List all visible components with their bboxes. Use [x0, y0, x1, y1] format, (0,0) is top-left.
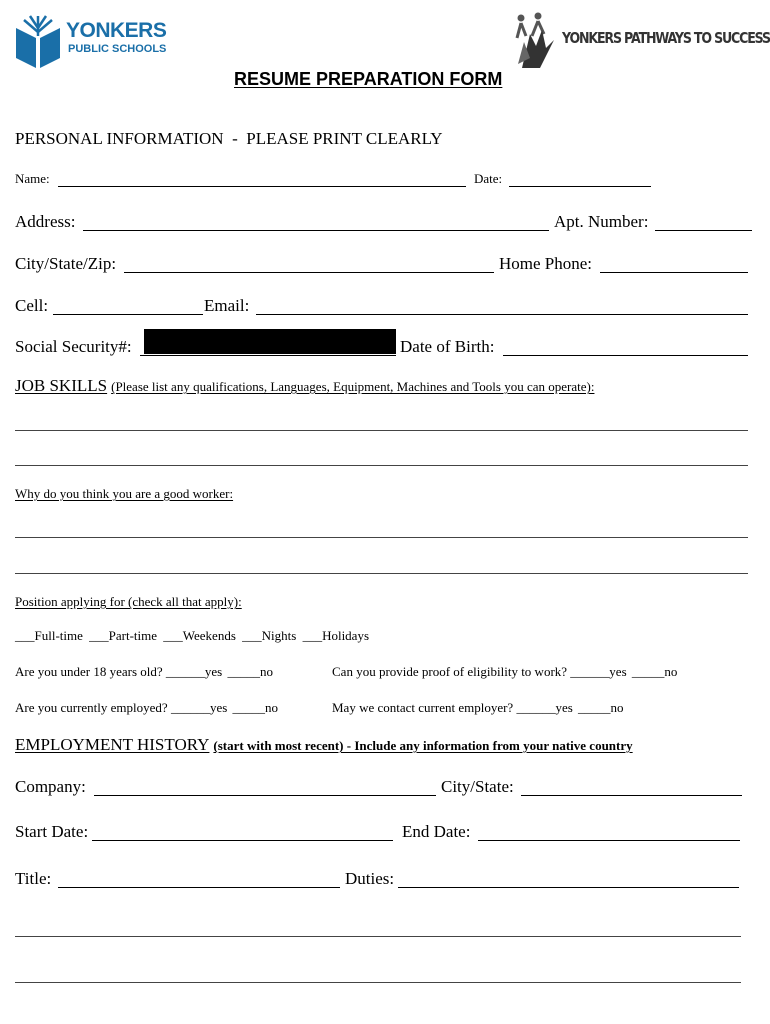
duties-label: Duties: [345, 869, 395, 888]
company-label: Company: [15, 777, 86, 796]
holidays-checkbox[interactable]: ___ [302, 628, 323, 643]
title-label: Title: [15, 869, 52, 888]
apt-label: Apt. Number: [554, 212, 649, 231]
ssn-field[interactable] [140, 355, 396, 356]
under-18-yes-field[interactable]: ______ [165, 664, 205, 679]
pathways-to-success-logo [512, 12, 770, 70]
good-worker-line-2[interactable] [15, 573, 748, 574]
under-18-label: Are you under 18 years old? [15, 664, 163, 679]
good-worker-label: Why do you think you are a good worker: [15, 486, 234, 501]
form-title: RESUME PREPARATION FORM [234, 69, 503, 89]
no-label: no [610, 700, 624, 715]
dob-label: Date of Birth: [400, 337, 495, 356]
start-date-field[interactable] [92, 840, 393, 841]
position-label: Position applying for (check all that apply): [15, 594, 242, 609]
duties-line-1[interactable] [15, 936, 741, 937]
city-state-label: City/State: [441, 777, 514, 796]
address-field[interactable] [83, 230, 549, 231]
title-field[interactable] [58, 887, 340, 888]
ssn-redaction [144, 329, 396, 354]
holidays-label: Holidays [322, 628, 370, 643]
part-time-label: Part-time [108, 628, 158, 643]
logo-subtitle: PUBLIC SCHOOLS [68, 43, 167, 55]
full-time-label: Full-time [34, 628, 83, 643]
under-18-no-field[interactable]: _____ [227, 664, 260, 679]
full-time-checkbox[interactable]: ___ [15, 628, 35, 643]
employed-yes-field[interactable]: ______ [170, 700, 210, 715]
home-phone-label: Home Phone: [499, 254, 593, 273]
contact-yes-field[interactable]: ______ [516, 700, 556, 715]
eligibility-label: Can you provide proof of eligibility to work? [332, 664, 568, 679]
email-label: Email: [204, 296, 250, 315]
no-label: no [265, 700, 279, 715]
dob-field[interactable] [503, 355, 748, 356]
personal-info-heading: PERSONAL INFORMATION - PLEASE PRINT CLEARLY [15, 129, 443, 148]
job-skills-heading: JOB SKILLS [15, 376, 108, 395]
employment-note: (start with most recent) - Include any information from your native country [213, 738, 633, 753]
company-field[interactable] [94, 795, 436, 796]
good-worker-line-1[interactable] [15, 537, 748, 538]
end-date-field[interactable] [478, 840, 740, 841]
contact-no-field[interactable]: _____ [578, 700, 611, 715]
duties-field[interactable] [398, 887, 739, 888]
job-skills-line-2[interactable] [15, 465, 748, 466]
weekends-checkbox[interactable]: ___ [163, 628, 183, 643]
logo-title: YONKERS [66, 19, 167, 42]
city-state-field[interactable] [521, 795, 742, 796]
date-label: Date: [474, 171, 503, 186]
eligibility-question [332, 664, 677, 680]
position-options [15, 628, 369, 644]
nights-checkbox[interactable]: ___ [242, 628, 262, 643]
book-tree-icon [14, 14, 62, 70]
yes-label: yes [204, 664, 223, 679]
weekends-label: Weekends [182, 628, 236, 643]
name-label: Name: [15, 171, 50, 186]
nights-label: Nights [261, 628, 297, 643]
contact-employer-question [332, 700, 624, 716]
date-field[interactable] [509, 186, 651, 187]
contact-label: May we contact current employer? [332, 700, 514, 715]
eligibility-yes-field[interactable]: ______ [570, 664, 610, 679]
job-skills-note: (Please list any qualifications, Languages, Equipment, Machines and Tools you can operate): [111, 379, 595, 394]
email-field[interactable] [256, 314, 748, 315]
yes-label: yes [209, 700, 228, 715]
cell-label: Cell: [15, 296, 49, 315]
cell-field[interactable] [53, 314, 203, 315]
apt-field[interactable] [655, 230, 752, 231]
job-skills-heading-row [15, 376, 594, 396]
no-label: no [664, 664, 678, 679]
home-phone-field[interactable] [600, 272, 748, 273]
yes-label: yes [609, 664, 627, 679]
city-state-zip-field[interactable] [124, 272, 494, 273]
end-date-label: End Date: [402, 822, 471, 841]
city-state-zip-label: City/State/Zip: [15, 254, 117, 273]
address-label: Address: [15, 212, 76, 231]
start-date-label: Start Date: [15, 822, 89, 841]
pathways-logo-text: YONKERS PATHWAYS TO SUCCESS [562, 29, 770, 47]
yes-label: yes [555, 700, 573, 715]
job-skills-line-1[interactable] [15, 430, 748, 431]
under-18-question [15, 664, 273, 680]
part-time-checkbox[interactable]: ___ [89, 628, 109, 643]
duties-line-2[interactable] [15, 982, 741, 983]
employed-label: Are you currently employed? [15, 700, 168, 715]
eligibility-no-field[interactable]: _____ [631, 664, 665, 679]
no-label: no [260, 664, 273, 679]
yonkers-public-schools-logo [14, 14, 167, 70]
employed-no-field[interactable]: _____ [232, 700, 266, 715]
employment-heading: EMPLOYMENT HISTORY [15, 735, 210, 754]
employment-heading-row [15, 735, 633, 755]
ssn-label: Social Security#: [15, 337, 132, 356]
employed-question [15, 700, 278, 716]
name-field[interactable] [58, 186, 466, 187]
figures-leaf-icon [512, 12, 558, 70]
